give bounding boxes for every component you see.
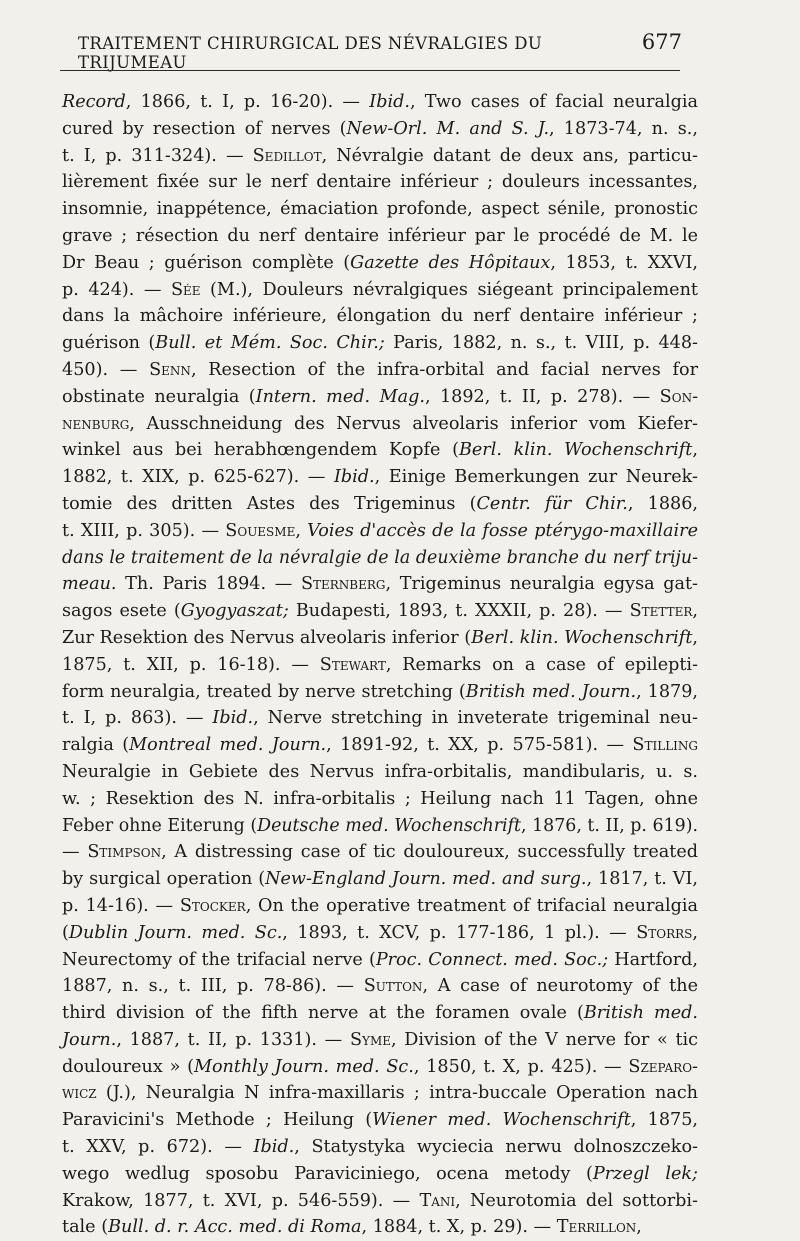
text-segment: Neuralgie in Gebiete des Nervus infra-orbitalis, mandibularis, u. s. <box>62 761 698 782</box>
text-segment: wego wedlug sposobu Paraviciniego, ocena metody ( <box>62 1163 593 1184</box>
text-segment: , 1879, <box>636 681 699 702</box>
text-segment: Dr Beau ; guérison complète ( <box>62 252 351 273</box>
text-line <box>62 1107 698 1134</box>
text-line <box>62 759 698 786</box>
text-segment: lièrement fixée sur le nerf dentaire inférieur ; douleurs incessantes, <box>62 172 698 193</box>
text-line <box>62 947 698 974</box>
text-segment: Paris, 1882, n. s., t. VIII, p. 448- <box>384 333 699 354</box>
text-segment: obstinate neuralgia ( <box>62 386 256 407</box>
author-name: Son- <box>659 386 699 407</box>
author-name: nenburg <box>62 413 130 434</box>
text-line <box>62 652 698 679</box>
text-segment: Hartford, <box>608 949 698 970</box>
text-segment: , 1893, t. XCV, p. 177-186, 1 pl.). — <box>282 922 637 943</box>
text-segment: p. 424). — <box>62 279 171 300</box>
author-name: Tani <box>419 1190 456 1211</box>
text-line <box>62 357 698 384</box>
text-segment: , A distressing case of tic douloureux, successfully treated <box>161 842 699 863</box>
italic-segment: Ibid. <box>253 1137 295 1158</box>
text-segment: , <box>692 627 698 648</box>
text-segment: Th. Paris 1894. — <box>116 574 301 595</box>
page-number: 677 <box>641 30 682 54</box>
text-segment: , <box>636 1217 642 1238</box>
text-segment: , Remarks on a case of epilepti- <box>385 654 699 675</box>
text-line <box>62 437 698 464</box>
author-name: Sée <box>170 279 201 300</box>
text-segment: grave ; résection du nerf dentaire inférieur par le procédé de M. le <box>62 225 698 246</box>
author-name: Stimpson <box>87 842 162 863</box>
text-line <box>62 89 698 116</box>
text-segment: , A case of neurotomy of the <box>422 976 698 997</box>
text-segment: guérison ( <box>62 333 156 354</box>
italic-segment: Berl. klin. Wochenschrift <box>458 440 693 461</box>
text-line <box>62 1027 698 1054</box>
text-segment: , <box>295 520 308 541</box>
text-line <box>62 920 698 947</box>
text-segment: Paravicini's Methode ; Heilung ( <box>62 1110 373 1131</box>
text-segment: form neuralgia, treated by nerve stretching ( <box>62 681 466 702</box>
text-segment: , Einige Bemerkungen zur Neurek- <box>374 467 698 488</box>
text-line <box>62 893 698 920</box>
text-line <box>62 839 698 866</box>
text-segment: by surgical operation ( <box>62 869 266 890</box>
text-line <box>62 1080 698 1107</box>
text-segment: t. XIII, p. 305). — <box>62 520 226 541</box>
text-segment: , 1817, t. VI, <box>586 869 699 890</box>
text-segment: , 1866, t. I, p. 16-20). — <box>125 92 370 112</box>
text-segment: , 1884, t. X, p. 29). — <box>361 1217 557 1238</box>
text-segment: , 1853, t. XXVI, <box>550 252 698 273</box>
text-line <box>62 1188 698 1215</box>
italic-segment: British med. Journ. <box>465 681 637 702</box>
author-name: Stetter <box>629 601 693 622</box>
author-name: Senn <box>149 359 191 380</box>
text-segment: tale ( <box>62 1217 109 1238</box>
text-segment: , 1891-92, t. XX, p. 575-581). — <box>326 735 633 756</box>
italic-segment: Centr. für Chir. <box>476 493 628 514</box>
italic-segment: dans le traitement de la névralgie de la deuxième branche du nerf triju- <box>62 547 698 568</box>
text-segment: insomnie, inappétence, émaciation profonde, aspect sénile, pronostic <box>62 199 698 220</box>
text-line <box>62 625 698 652</box>
text-line <box>62 705 698 732</box>
text-line <box>62 679 698 706</box>
text-segment: — <box>62 842 88 863</box>
italic-segment: Dublin Journ. med. Sc. <box>68 922 283 943</box>
text-segment: , Ausschneidung des Nervus alveolaris inferior vom Kiefer- <box>129 413 698 434</box>
text-line <box>62 303 698 330</box>
text-segment: 450). — <box>62 359 150 380</box>
text-segment: , Névralgie datant de deux ans, particu- <box>321 145 698 166</box>
text-segment: 1875, t. XII, p. 16-18). — <box>62 654 320 675</box>
text-segment: , On the operative treatment of trifacial neuralgia <box>245 895 699 916</box>
text-segment: , 1892, t. II, p. 278). — <box>424 386 660 407</box>
text-line <box>62 384 698 411</box>
italic-segment: Montreal med. Journ. <box>129 735 327 756</box>
text-line <box>62 1054 698 1081</box>
author-name: Sutton <box>363 976 423 997</box>
text-segment: , 1886, <box>627 493 698 514</box>
italic-segment: Wiener med. Wochenschrift <box>372 1110 631 1131</box>
text-line <box>62 330 698 357</box>
text-segment: t. I, p. 863). — <box>62 708 213 729</box>
text-line <box>62 518 698 545</box>
italic-segment: Przegl lek; <box>592 1163 698 1184</box>
text-segment: , Trigeminus neuralgia egysa gat- <box>385 574 698 595</box>
text-segment: , 1873-74, n. s., <box>549 118 698 139</box>
text-segment: Feber ohne Eiterung ( <box>62 815 258 836</box>
text-line <box>62 223 698 250</box>
italic-segment: Ibid. <box>369 92 410 112</box>
text-segment: , 1887, t. II, p. 1331). — <box>116 1029 350 1050</box>
italic-segment: Berl. klin. Wochenschrift <box>471 627 693 648</box>
text-line <box>62 732 698 759</box>
author-name: Sedillot <box>252 145 322 166</box>
text-line <box>62 116 698 143</box>
text-segment: ralgia ( <box>62 735 130 756</box>
italic-segment: British med. <box>583 1003 698 1024</box>
italic-segment: New-Orl. M. and S. J. <box>346 118 550 139</box>
author-name: Stewart <box>319 654 386 675</box>
text-line <box>62 143 698 170</box>
text-segment: , <box>692 601 698 622</box>
text-segment: tomie des dritten Astes des Trigeminus ( <box>62 493 477 514</box>
text-segment: , 1875, <box>630 1110 698 1131</box>
text-segment: winkel aus bei herabhœngendem Kopfe ( <box>62 440 459 461</box>
italic-segment: Proc. Connect. med. Soc.; <box>375 949 609 970</box>
text-line <box>62 973 698 1000</box>
text-line <box>62 571 698 598</box>
text-segment: t. I, p. 311-324). — <box>62 145 253 166</box>
italic-segment: Gyogyaszat; <box>180 601 289 622</box>
text-segment: , Nerve stretching in inveterate trigeminal neu- <box>253 708 698 729</box>
text-segment: dans la mâchoire inférieure, élongation du nerf dentaire inférieur ; <box>62 306 698 327</box>
running-title: TRAITEMENT CHIRURGICAL DES NÉVRALGIES DU TRIJUMEAU <box>78 34 543 72</box>
author-name: Storrs <box>636 922 693 943</box>
text-line <box>62 169 698 196</box>
text-line <box>62 1214 698 1241</box>
text-segment: 1882, t. XIX, p. 625-627). — <box>62 467 334 488</box>
italic-segment: Deutsche med. Wochenschrift <box>257 815 522 836</box>
author-name: Stocker <box>179 895 246 916</box>
text-line <box>62 1161 698 1188</box>
italic-segment: Ibid. <box>333 467 375 488</box>
text-line <box>62 545 698 572</box>
header-rule <box>60 70 680 71</box>
text-segment: t. XXV, p. 672). — <box>62 1137 254 1158</box>
text-segment: , 1850, t. X, p. 425). — <box>413 1056 629 1077</box>
italic-segment: Record <box>62 92 126 112</box>
text-segment: , Statystyka wyciecia nerwu dolnoszczeko- <box>294 1137 698 1158</box>
text-segment: Krakow, 1877, t. XVI, p. 546-559). — <box>62 1190 420 1211</box>
text-segment: Neurectomy of the trifacial nerve ( <box>62 949 376 970</box>
italic-segment: Gazette des Hôpitaux <box>350 252 551 273</box>
text-segment: Zur Resektion des Nervus alveolaris inferior ( <box>62 627 472 648</box>
italic-segment: Monthly Journ. med. Sc. <box>193 1056 414 1077</box>
text-line <box>62 250 698 277</box>
text-segment: , <box>692 440 698 461</box>
text-line <box>62 1134 698 1161</box>
text-line <box>62 786 698 813</box>
text-line <box>62 196 698 223</box>
author-name: wicz <box>62 1083 97 1104</box>
text-line <box>62 464 698 491</box>
author-name: Sternberg <box>300 574 386 595</box>
italic-segment: Journ. <box>62 1029 117 1050</box>
italic-segment: Bull. et Mém. Soc. Chir.; <box>155 333 385 354</box>
text-segment: , Resection of the infra-orbital and facial nerves for <box>190 359 698 380</box>
italic-segment: New-England Journ. med. and surg. <box>265 869 587 890</box>
italic-segment: Bull. d. r. Acc. med. di Roma <box>108 1217 362 1238</box>
italic-segment: Voies d'accès de la fosse ptérygo-maxillaire <box>307 520 698 541</box>
text-segment: Budapesti, 1893, t. XXXII, p. 28). — <box>288 601 630 622</box>
text-line <box>62 813 698 840</box>
text-segment: douloureux » ( <box>62 1056 194 1077</box>
text-line <box>62 1000 698 1027</box>
text-segment: third division of the fifth nerve at the foramen ovale ( <box>62 1003 584 1024</box>
text-line <box>62 277 698 304</box>
bibliography-text <box>62 89 698 1241</box>
text-segment: p. 14-16). — <box>62 895 180 916</box>
text-line <box>62 598 698 625</box>
text-segment: 1887, n. s., t. III, p. 78-86). — <box>62 976 364 997</box>
author-name: Terrillon <box>556 1217 637 1238</box>
author-name: Syme <box>349 1029 392 1050</box>
text-segment: (M.), Douleurs névralgiques siégeant principalement <box>200 279 698 300</box>
author-name: Souesme <box>225 520 296 541</box>
text-segment: cured by resection of nerves ( <box>62 118 347 139</box>
italic-segment: Ibid. <box>212 708 254 729</box>
running-header <box>78 30 682 72</box>
text-line <box>62 866 698 893</box>
text-segment: , <box>692 922 698 943</box>
text-segment: , Division of the V nerve for « tic <box>391 1029 699 1050</box>
italic-segment: Intern. med. Mag. <box>255 386 425 407</box>
text-segment: , Neurotomia del sottorbi- <box>455 1190 699 1211</box>
text-segment: , 1876, t. II, p. 619). <box>521 815 699 836</box>
text-segment: ( <box>62 922 69 943</box>
italic-segment: meau. <box>62 574 117 595</box>
text-segment: , Two cases of facial neuralgia <box>409 92 698 112</box>
text-segment: (J.), Neuralgia N infra-maxillaris ; intra-buccale Operation nach <box>96 1083 698 1104</box>
text-line <box>62 491 698 518</box>
text-line <box>62 411 698 438</box>
author-name: Stilling <box>632 735 698 756</box>
text-segment: w. ; Resektion des N. infra-orbitalis ; Heilung nach 11 Tagen, ohne <box>62 788 698 809</box>
author-name: Szeparo- <box>628 1056 698 1077</box>
text-segment: sagos esete ( <box>62 601 181 622</box>
